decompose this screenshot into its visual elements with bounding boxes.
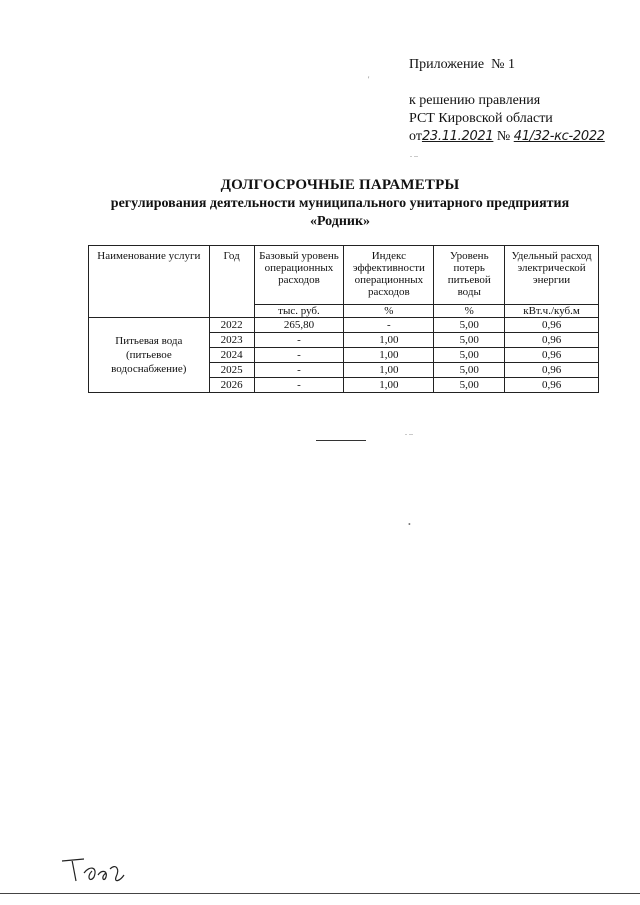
scan-speck: • [408, 520, 411, 529]
cell-year: 2024 [209, 348, 254, 363]
table-header-row [89, 246, 599, 305]
cell-year: 2022 [209, 318, 254, 333]
service-name: Питьевая вода (питьевое водоснабжение) [89, 318, 210, 393]
scan-speck: . .. [405, 428, 413, 437]
separator-rule [316, 440, 366, 441]
resolution-line-2: РСТ Кировской области [409, 111, 553, 126]
title-line-3: «Родник» [309, 214, 371, 229]
appendix-label [409, 56, 515, 74]
cell-energy: 0,96 [505, 333, 599, 348]
cell-base: 265,80 [254, 318, 344, 333]
cell-loss: 5,00 [434, 378, 505, 393]
header-service: Наименование услуги [89, 246, 210, 318]
handwritten-date: 23.11.2021 [421, 129, 494, 144]
cell-index: 1,00 [344, 348, 434, 363]
cell-index: 1,00 [344, 378, 434, 393]
cell-energy: 0,96 [505, 363, 599, 378]
title-main: ДОЛГОСРОЧНЫЕ ПАРАМЕТРЫ [220, 177, 460, 193]
cell-energy: 0,96 [505, 378, 599, 393]
resolution-line-1: к решению правления [409, 93, 541, 108]
appendix-number: № 1 [491, 57, 515, 72]
header-loss-level: Уровень потерь питьевой воды [434, 246, 505, 305]
cell-index: 1,00 [344, 333, 434, 348]
cell-index: 1,00 [344, 363, 434, 378]
cell-base: - [254, 348, 344, 363]
title-line-2: регулирования деятельности муниципального унитарного предприятия [110, 196, 570, 211]
cell-base: - [254, 378, 344, 393]
document-title [60, 176, 620, 231]
resolution-reference [409, 92, 605, 146]
cell-base: - [254, 333, 344, 348]
header-base-level: Базовый уровень операционных расходов [254, 246, 344, 305]
cell-year: 2025 [209, 363, 254, 378]
handwritten-signature [60, 855, 140, 885]
long-term-parameters-table [88, 245, 599, 393]
unit-specific-consumption: кВт.ч./куб.м [505, 305, 599, 318]
page-bottom-rule [0, 893, 640, 894]
unit-base-level: тыс. руб. [254, 305, 344, 318]
cell-energy: 0,96 [505, 348, 599, 363]
handwritten-number: 41/32-кс-2022 [513, 129, 605, 144]
scan-speck: ' [368, 75, 370, 84]
resolution-date-line [409, 128, 605, 146]
number-sign: № [496, 129, 511, 144]
header-specific-consumption: Удельный расход электрической энергии [505, 246, 599, 305]
cell-loss: 5,00 [434, 348, 505, 363]
cell-loss: 5,00 [434, 363, 505, 378]
cell-loss: 5,00 [434, 318, 505, 333]
cell-year: 2023 [209, 333, 254, 348]
cell-energy: 0,96 [505, 318, 599, 333]
appendix-word: Приложение [409, 57, 485, 72]
cell-index: - [344, 318, 434, 333]
scan-speck: . .. [410, 150, 418, 159]
unit-efficiency-index: % [344, 305, 434, 318]
date-prefix: от [409, 129, 422, 144]
cell-base: - [254, 363, 344, 378]
cell-loss: 5,00 [434, 333, 505, 348]
cell-year: 2026 [209, 378, 254, 393]
unit-loss-level: % [434, 305, 505, 318]
header-efficiency-index: Индекс эффективности операционных расходов [344, 246, 434, 305]
table-row [89, 318, 599, 333]
header-year: Год [209, 246, 254, 318]
